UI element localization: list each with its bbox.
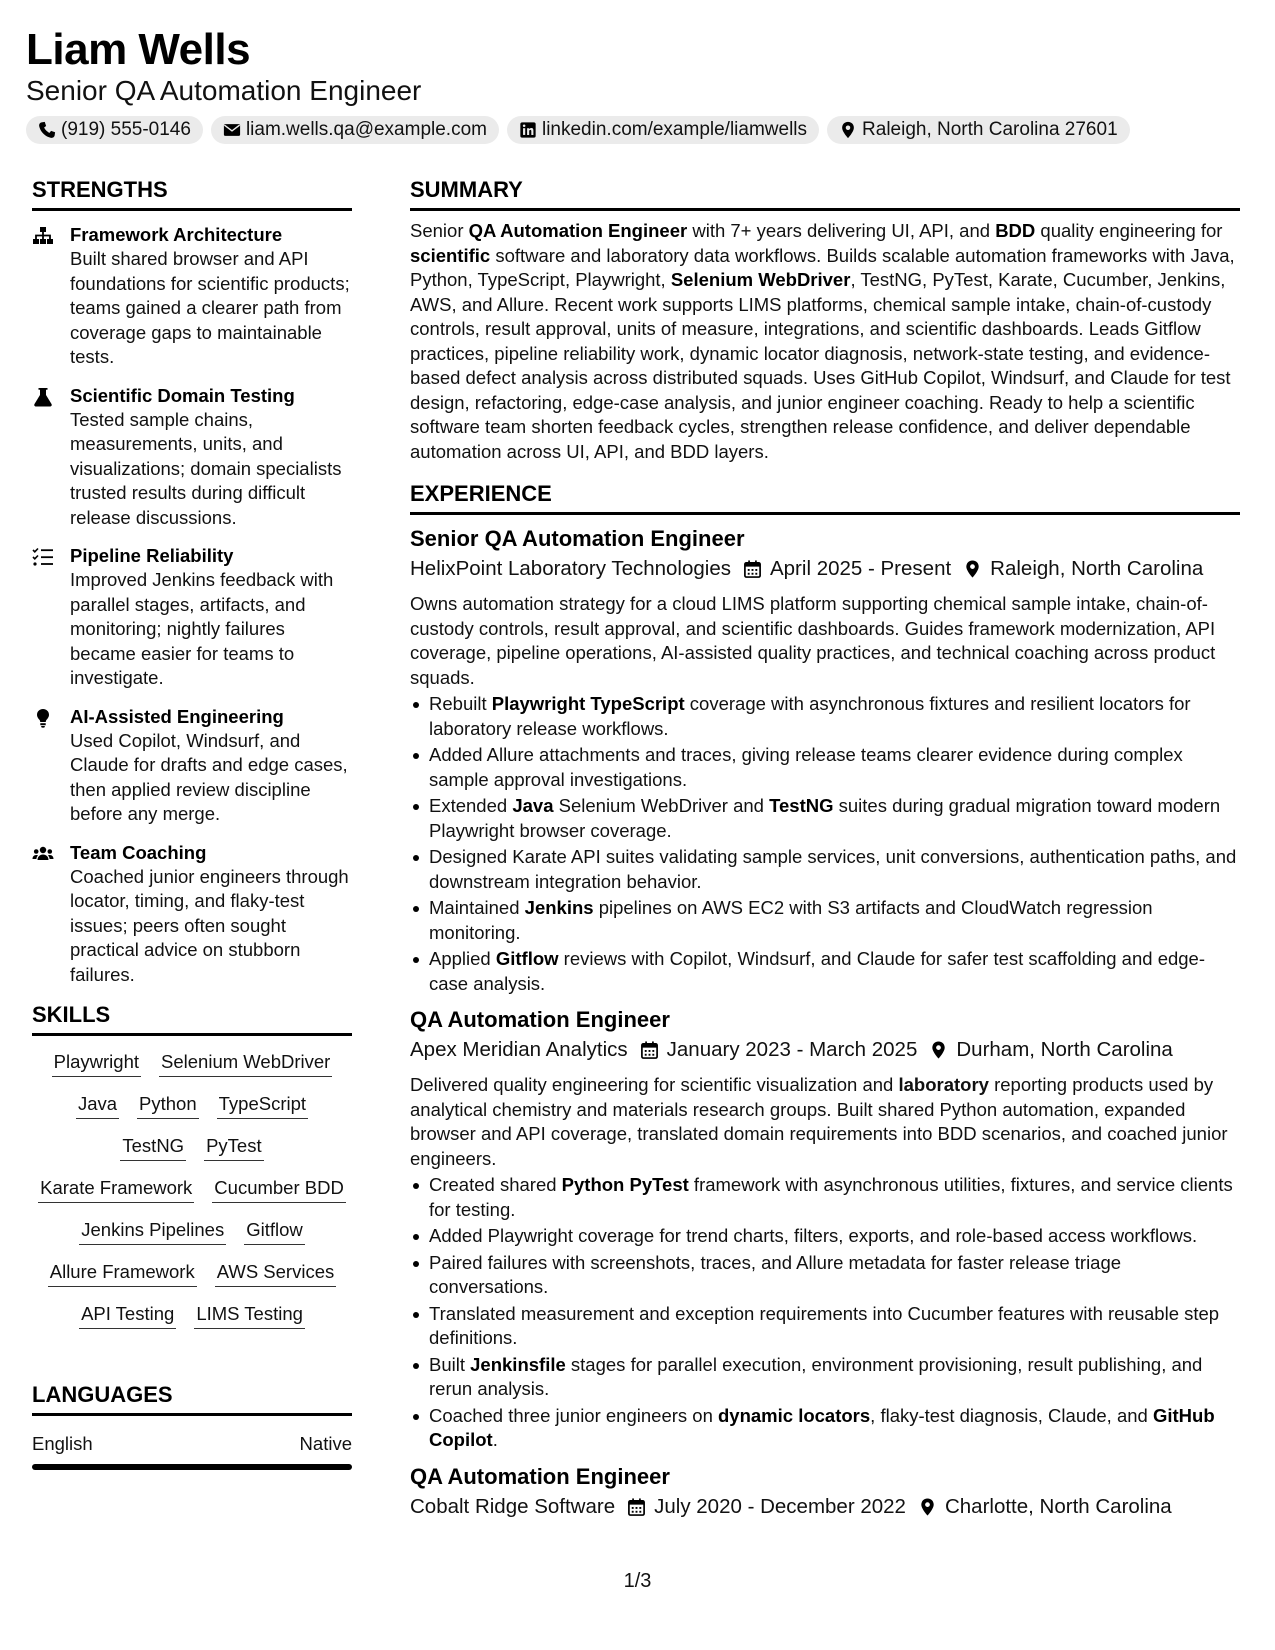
job-company: HelixPoint Laboratory Technologies [410,557,731,580]
map-pin-icon [918,1497,937,1517]
language-level-bar [32,1464,352,1470]
job-title: QA Automation Engineer [410,1463,670,1489]
job-location: Charlotte, North Carolina [944,1494,1172,1518]
phone-text: (919) 555-0146 [61,119,191,140]
text-run: Rebuilt [429,693,492,714]
calendar-icon [640,1040,659,1060]
emphasis-text: QA Automation Engineer [468,220,688,241]
job-bullet [410,845,1240,894]
summary-text [410,219,1240,464]
strength-desc: Tested sample chains, measurements, units, and visualizations; domain specialists trusted results during difficult release discussions. [70,408,342,528]
text-run: Selenium WebDriver and [553,795,770,816]
text-run: pipelines on AWS EC2 with S3 artifacts and CloudWatch regression monitoring. [429,897,1153,943]
job-location: Durham, North Carolina [956,1038,1173,1061]
emphasis-text: dynamic locators [718,1404,871,1426]
job-company: Cobalt Ridge Software [410,1494,616,1518]
skill-tag: Python [137,1092,199,1119]
text-run: Built [429,1353,471,1375]
users-icon [32,844,54,864]
job-bullet [410,1353,1240,1402]
strength-item [32,544,352,691]
strength-title: Team Coaching [70,841,207,863]
job-bullet [410,1251,1240,1300]
phone-icon [38,121,56,139]
emphasis-text: TestNG [769,795,834,816]
skill-tag: Cucumber BDD [212,1176,346,1203]
job-bullet [410,1302,1240,1351]
skill-tag: Java [76,1092,119,1119]
linkedin-icon [519,121,537,139]
strength-item [32,705,352,827]
summary-heading: SUMMARY [410,176,1240,211]
language-name: English [32,1433,93,1454]
job-bullets [410,1173,1240,1453]
text-run: quality engineering for [1035,220,1223,241]
languages-heading: LANGUAGES [32,1381,352,1416]
map-pin-icon [963,559,982,579]
email-chip[interactable] [211,116,499,144]
linkedin-chip[interactable] [507,116,819,144]
location-chip[interactable] [827,116,1130,144]
text-run: , TestNG, PyTest, Karate, Cucumber, Jenkins, AWS, and Allure. Recent work supports LIMS platforms, chemical sample intake, chain-of-custody controls, result approval, units of measure, integrations, and scientific dashboards. Leads Gitflow practices, pipeline reliability work, dynamic locator diagnosis, network-state testing, and evidence-based defect analysis across distributed squads. Uses GitHub Copilot, Windsurf, and Claude for test design, refactoring, edge-case analysis, and junior engineer coaching. Ready to help a scientific software team shorten feedback cycles, strengthen release confidence, and deliver dependable automation across UI, API, and BDD layers. [410,269,1231,462]
map-pin-icon [929,1040,948,1060]
text-run: Added Allure attachments and traces, giving release teams clearer evidence during complex sample approval investigations. [429,744,1183,790]
job-dates: April 2025 - Present [769,557,952,580]
strength-item [32,384,352,531]
text-run: Created shared [429,1174,562,1195]
map-pin-icon [839,121,857,139]
contact-bar [26,116,1256,144]
strengths-heading: STRENGTHS [32,176,352,211]
strength-desc: Coached junior engineers through locator, timing, and flaky-test issues; peers often sought practical advice on stubborn failures. [70,865,349,985]
language-item [32,1432,352,1456]
strength-desc: Used Copilot, Windsurf, and Claude for drafts and edge cases, then applied review discipline before any merge. [70,729,348,824]
text-run: suites during gradual migration toward modern Playwright browser coverage. [429,795,1221,841]
job-bullets [410,692,1240,996]
job-entry [410,1463,1240,1522]
job-title: Senior QA Automation Engineer [410,526,745,551]
job-meta [410,554,1240,584]
skills-list [32,1050,352,1329]
skill-tag: Selenium WebDriver [159,1050,332,1077]
job-meta [410,1492,1240,1522]
emphasis-text: BDD [995,220,1036,241]
job-description: Owns automation strategy for a cloud LIMS platform supporting chemical sample intake, chain-of-custody controls, result approval, and scientific dashboards. Guides framework modernization, API coverage, pipeline operations, AI-assisted quality practices, and technical coaching across product squads. [410,593,1216,688]
skill-tag: API Testing [79,1302,176,1329]
emphasis-text: Java [512,795,554,816]
skill-tag: PyTest [204,1134,264,1161]
emphasis-text: Selenium WebDriver [670,269,851,290]
emphasis-text: scientific [410,244,491,266]
job-bullet [410,794,1240,843]
job-entry [410,1006,1240,1453]
email-text: liam.wells.qa@example.com [245,119,487,140]
text-run: reviews with Copilot, Windsurf, and Claude for safer test scaffolding and edge-case analysis. [429,948,1206,994]
text-run: Designed Karate API suites validating sample services, unit conversions, authentication paths, and downstream integration behavior. [429,846,1237,892]
text-run: software and laboratory data workflows. Builds scalable automation frameworks with Java, Python, TypeScript, Playwright, [410,244,1235,290]
job-description [410,1073,1240,1171]
emphasis-text: Gitflow [495,948,559,969]
text-run: , flaky-test diagnosis, Claude, and [870,1404,1153,1426]
text-run: Senior [410,220,469,241]
text-run: Maintained [429,897,525,918]
strength-title: Framework Architecture [70,224,283,245]
skill-tag: AWS Services [215,1260,337,1287]
language-level: Native [299,1433,352,1454]
text-run: . [492,1429,498,1450]
experience-heading: EXPERIENCE [410,480,1240,515]
list-check-icon [32,547,54,567]
skill-tag: Karate Framework [38,1176,194,1203]
flask-icon [32,387,54,407]
emphasis-text: Jenkins [524,897,594,918]
skill-tag: Jenkins Pipelines [79,1218,226,1245]
job-dates: July 2020 - December 2022 [654,1494,906,1518]
job-bullet [410,1404,1240,1453]
job-bullet [410,743,1240,792]
text-run: framework with asynchronous utilities, fixtures, and service clients for testing. [429,1174,1233,1220]
phone-chip[interactable] [26,116,203,144]
candidate-role: Senior QA Automation Engineer [26,75,422,106]
linkedin-text: linkedin.com/example/liamwells [541,119,808,140]
skill-tag: Playwright [52,1050,141,1077]
job-location: Raleigh, North Carolina [990,557,1204,580]
job-entry [410,525,1240,996]
text-run: stages for parallel execution, environment provisioning, result publishing, and rerun analysis. [429,1353,1203,1399]
job-title: QA Automation Engineer [410,1007,670,1032]
job-meta [410,1035,1240,1065]
job-dates: January 2023 - March 2025 [666,1038,918,1061]
emphasis-text: GitHub Copilot [429,1404,1215,1450]
skill-tag: Gitflow [244,1218,305,1245]
job-bullet [410,692,1240,741]
text-run: Applied [429,948,496,969]
strength-title: AI-Assisted Engineering [70,705,284,727]
lightbulb-icon [32,708,54,728]
strengths-list [32,223,352,987]
page-number: 1/3 [623,1570,652,1592]
job-bullet [410,1173,1240,1222]
text-run: Coached three junior engineers on [429,1404,718,1426]
text-run: coverage with asynchronous fixtures and resilient locators for laboratory release workflows. [429,693,1191,739]
strength-desc: Improved Jenkins feedback with parallel stages, artifacts, and monitoring; nightly failures became easier for teams to investigate. [70,569,334,688]
location-text: Raleigh, North Carolina 27601 [862,119,1118,140]
candidate-name: Liam Wells [26,25,251,74]
calendar-icon [627,1497,646,1517]
strength-title: Scientific Domain Testing [70,384,295,406]
skill-tag: LIMS Testing [194,1302,305,1329]
resume-header [26,26,1256,144]
skill-tag: Allure Framework [48,1260,197,1287]
text-run: reporting products used by analytical chemistry and materials research groups. Built shared Python automation, expanded browser and API coverage, translated domain requirements into BDD scenarios, and coached junior engineers. [410,1074,1228,1169]
text-run: Translated measurement and exception requirements into Cucumber features with reusable step definitions. [429,1302,1220,1348]
text-run: Paired failures with screenshots, traces, and Allure metadata for faster release triage conversations. [429,1251,1122,1297]
emphasis-text: Playwright TypeScript [491,693,685,714]
left-column [32,176,352,1470]
skill-tag: TestNG [120,1134,186,1161]
job-company: Apex Meridian Analytics [410,1038,628,1061]
emphasis-text: Python PyTest [561,1174,689,1195]
skills-heading: SKILLS [32,1001,352,1036]
skill-tag: TypeScript [217,1092,308,1119]
job-bullet [410,896,1240,945]
job-bullet [410,1224,1240,1249]
emphasis-text: Jenkinsfile [470,1353,566,1375]
strength-desc: Built shared browser and API foundations for scientific products; teams gained a clearer path from coverage gaps to maintainable tests. [70,248,350,367]
strength-item [32,841,352,988]
emphasis-text: laboratory [898,1074,989,1095]
strength-title: Pipeline Reliability [70,545,234,566]
sitemap-icon [32,226,54,246]
text-run: Extended [429,795,513,816]
job-bullet [410,947,1240,996]
envelope-icon [223,121,241,139]
text-run: Added Playwright coverage for trend charts, filters, exports, and role-based access workflows. [429,1225,1198,1246]
strength-item [32,223,352,370]
text-run: with 7+ years delivering UI, API, and [687,220,996,241]
text-run: Delivered quality engineering for scientific visualization and [410,1074,899,1095]
right-column [410,176,1240,1522]
calendar-icon [743,559,762,579]
